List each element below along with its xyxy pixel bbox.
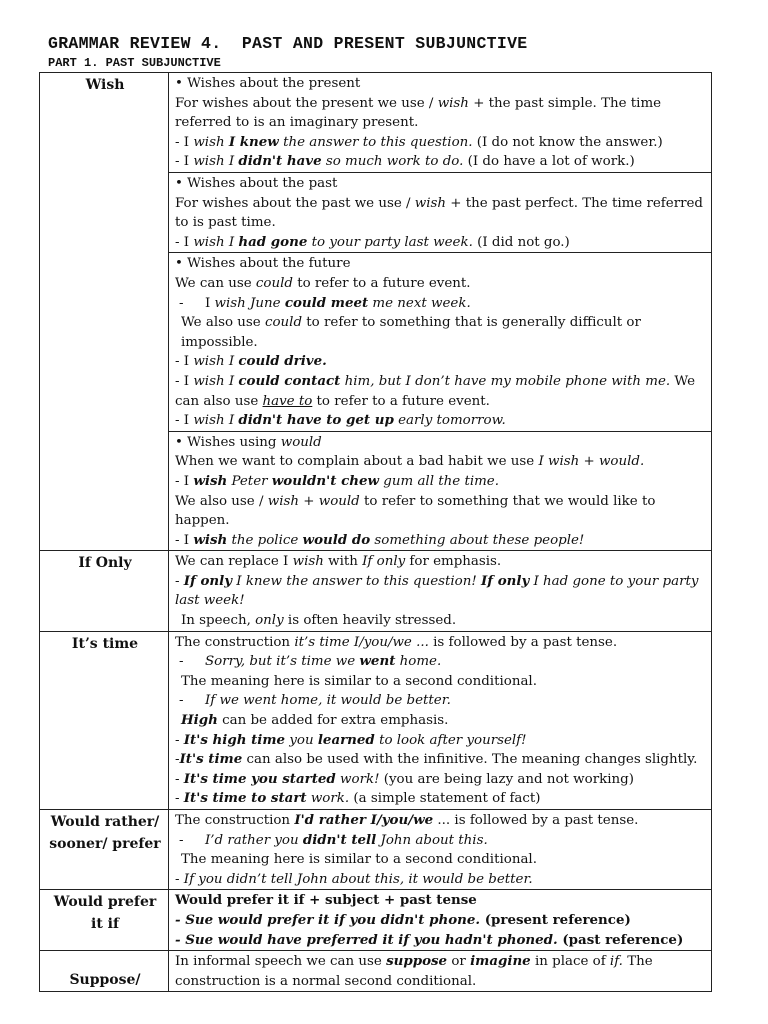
cell-if-only: We can replace I wish with If only for emphasis. - If only I knew the answer to this question! If only I had gone to your party last week! In speech, only is often heavily stressed. — [169, 551, 712, 631]
bullet-heading: • Wishes about the future — [175, 256, 351, 272]
row-label-would-rather: Would rather/ sooner/ prefer — [40, 810, 169, 890]
bullet-heading: • Wishes about the past — [175, 176, 338, 191]
cell-would-prefer: Would prefer it if + subject + past tense - Sue would prefer it if you didn't phone. (present reference) - Sue would have preferred it if you hadn't phoned. (past reference) — [169, 890, 712, 951]
example-line: - I wish I didn't have so much work to do. (I do have a lot of work.) — [175, 153, 635, 170]
bullet-heading: • Wishes using would — [175, 434, 322, 450]
example-line: - Sorry, but it’s time we went home. — [179, 653, 442, 670]
page-title: GRAMMAR REVIEW 4. PAST AND PRESENT SUBJUNCTIVE — [48, 34, 528, 53]
example-line: - Sue would have preferred it if you hadn't phoned. (past reference) — [175, 931, 684, 948]
cell-suppose: In informal speech we can use suppose or imagine in place of if. The construction is a normal second conditional. — [169, 951, 712, 992]
cell-wish-present: • Wishes about the present For wishes about the present we use / wish + the past simple. The time referred to is an imaginary present. - I wish I knew the answer to this question. (I do not know the answer.) - I wish I didn't have so much work to do. (I do have a lot of work.) — [169, 73, 712, 173]
table-row — [40, 890, 712, 951]
row-label-its-time: It’s time — [40, 631, 169, 809]
row-label-wish: Wish — [40, 73, 169, 551]
part-heading: PART 1. PAST SUBJUNCTIVE — [48, 56, 221, 70]
example-line: - It's time to start work. (a simple statement of fact) — [175, 790, 541, 807]
cell-wish-would: • Wishes using would When we want to complain about a bad habit we use I wish + would. - I wish Peter wouldn't chew gum all the time. We also use / wish + would to refer to something that we would like to happen. - I wish the police would do something about these people! — [169, 431, 712, 551]
table-row — [40, 551, 712, 631]
bullet-heading: • Wishes about the present — [175, 76, 361, 91]
cell-wish-past: • Wishes about the past For wishes about the past we use / wish + the past perfect. The time referred to is past time. - I wish I had gone to your party last week. (I did not go.) — [169, 173, 712, 253]
example-line: - It's high time you learned to look after yourself! — [175, 731, 527, 748]
example-line: - If only I knew the answer to this question! If only I had gone to your party last week! — [175, 572, 699, 609]
grammar-table — [39, 72, 712, 992]
table-row — [40, 631, 712, 809]
row-label-would-prefer-it-if: Would prefer it if — [40, 890, 169, 951]
example-line: - I wish June could meet me next week. — [179, 294, 471, 311]
example-line: - I wish Peter wouldn't chew gum all the time. — [175, 472, 499, 489]
example-line: - It's time you started work! (you are being lazy and not working) — [175, 770, 634, 787]
example-line: - If you didn’t tell John about this, it would be better. — [175, 871, 533, 887]
example-line: - I wish I knew the answer to this question. (I do not know the answer.) — [175, 133, 663, 150]
row-label-suppose: Suppose/ — [40, 951, 169, 992]
example-line: - I wish I had gone to your party last week. (I did not go.) — [175, 233, 570, 250]
cell-would-rather: The construction I'd rather I/you/we ... is followed by a past tense. - I’d rather you didn't tell John about this. The meaning here is similar to a second conditional. - If you didn’t tell John about this, it would be better. — [169, 810, 712, 890]
row-label-if-only: If Only — [40, 551, 169, 631]
example-line: - If we went home, it would be better. — [179, 693, 451, 709]
example-line: - I wish I could drive. — [175, 353, 327, 370]
cell-wish-future: • Wishes about the future We can use could to refer to a future event. - I wish June could meet me next week. We also use could to refer to something that is generally difficult or impossible. - I wish I could drive. - I wish I could contact him, but I don’t have my mobile phone with me. We can also use have to to refer to a future event. - I wish I didn't have to get up early tomorrow. — [169, 253, 712, 431]
example-line: - I wish I could contact him, but I don’t have my mobile phone with me. We can also use have to to refer to a future event. — [175, 372, 696, 409]
table-row — [40, 73, 712, 173]
example-line: - I wish I didn't have to get up early tomorrow. — [175, 412, 506, 429]
example-line: - I’d rather you didn't tell John about this. — [179, 831, 488, 848]
table-row — [40, 951, 712, 992]
example-line: - I wish the police would do something about these people! — [175, 531, 585, 548]
example-line: - Sue would prefer it if you didn't phone. (present reference) — [175, 911, 631, 928]
cell-its-time: The construction it’s time I/you/we ... is followed by a past tense. - Sorry, but it’s time we went home. The meaning here is similar to a second conditional. - If we went home, it would be better. High can be added for extra emphasis. - It's high time you learned to look after yourself! -It's time can also be used with the infinitive. The meaning changes slightly. - It's time you started work! (you are being lazy and not working) - It's time to start work. (a simple statement of fact) — [169, 631, 712, 809]
table-row — [40, 810, 712, 890]
